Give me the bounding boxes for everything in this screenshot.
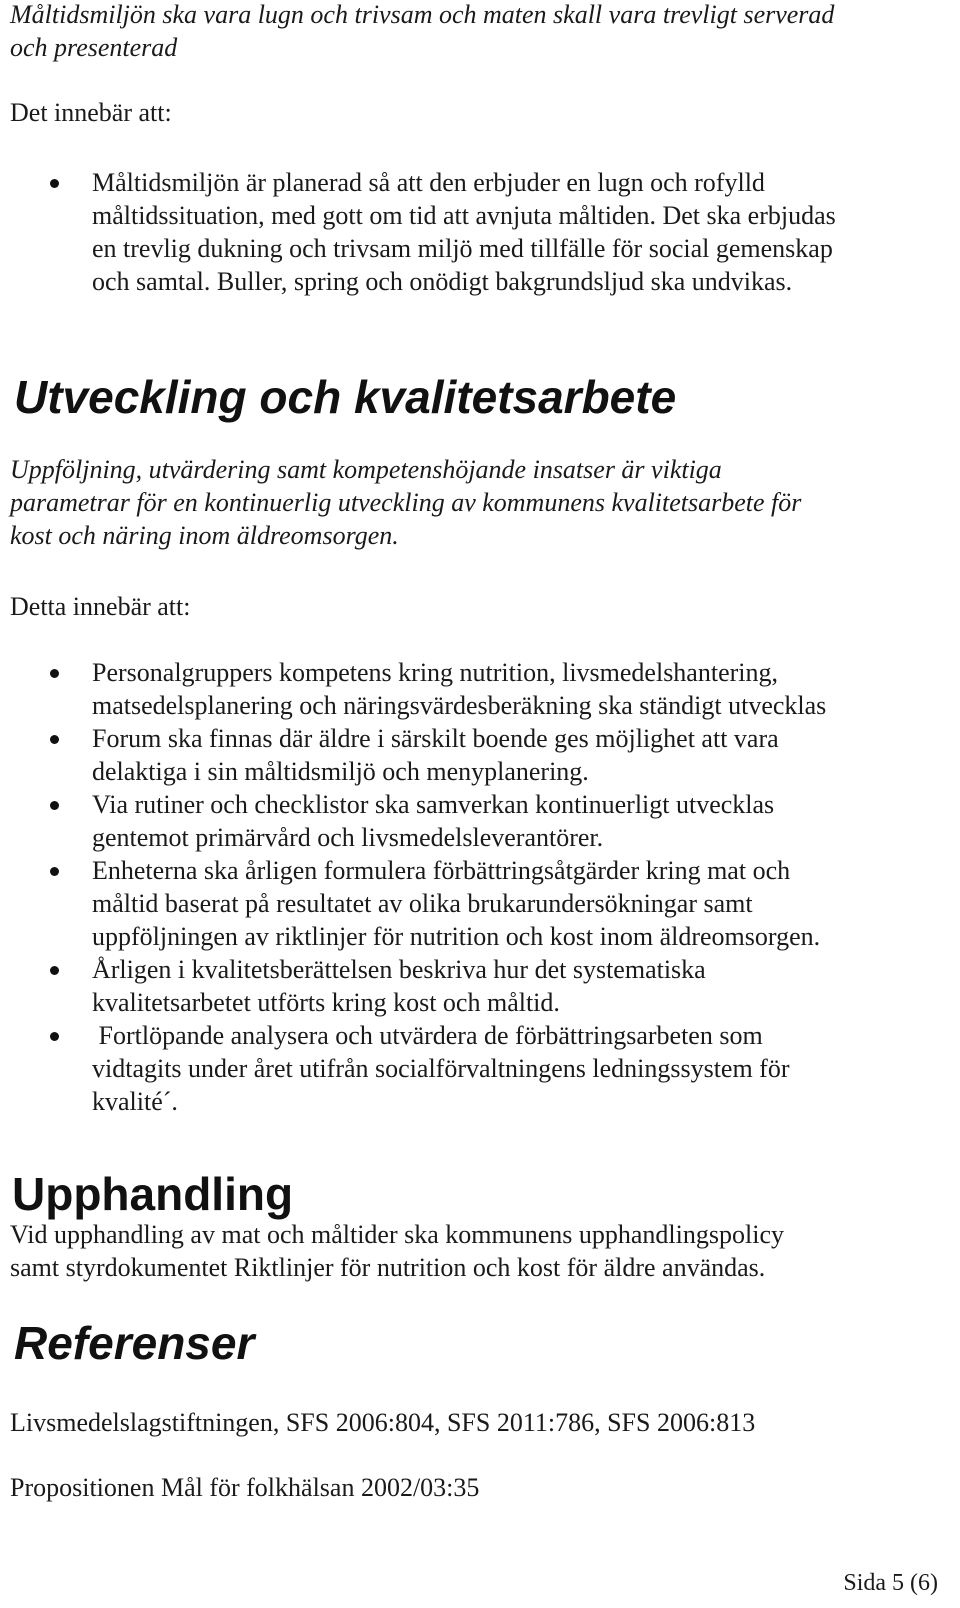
environment-bullet-list	[0, 166, 950, 298]
bullet-icon	[50, 1032, 59, 1041]
list-item-line: kvalitetsarbetet utförts kring kost och måltid.	[92, 988, 560, 1017]
quality-intro-line: kost och näring inom äldreomsorgen.	[10, 521, 399, 550]
list-item-line: Forum ska finnas där äldre i särskilt boende ges möjlighet att vara	[92, 724, 779, 753]
list-item	[0, 1019, 950, 1118]
quality-bullet-list	[0, 656, 950, 1118]
list-item-line: Via rutiner och checklistor ska samverkan kontinuerligt utvecklas	[92, 790, 775, 819]
quality-heading: Utveckling och kvalitetsarbete	[14, 371, 677, 423]
list-item-line: delaktiga i sin måltidsmiljö och menyplanering.	[92, 757, 589, 786]
quality-intro	[10, 453, 950, 552]
environment-title-line: Måltidsmiljön ska vara lugn och trivsam och maten skall vara trevligt serverad	[10, 0, 835, 29]
bullet-icon	[50, 669, 59, 678]
procurement-body	[10, 1218, 950, 1284]
list-item-line: uppföljningen av riktlinjer för nutrition och kost inom äldreomsorgen.	[92, 922, 821, 951]
bullet-icon	[50, 801, 59, 810]
procurement-body-line: samt styrdokumentet Riktlinjer för nutrition och kost för äldre användas.	[10, 1253, 766, 1282]
procurement-heading: Upphandling	[12, 1168, 294, 1220]
bullet-icon	[50, 735, 59, 744]
list-item-line: Personalgruppers kompetens kring nutrition, livsmedelshantering,	[92, 658, 778, 687]
bullet-icon	[50, 179, 59, 188]
list-item-line: kvalité´.	[92, 1087, 178, 1116]
list-item-line: vidtagits under året utifrån socialförvaltningens ledningssystem för	[92, 1054, 790, 1083]
bullet-icon	[50, 966, 59, 975]
quality-intro-line: Uppföljning, utvärdering samt kompetenshöjande insatser är viktiga	[10, 455, 722, 484]
list-item	[0, 788, 950, 854]
quality-intro-line: parametrar för en kontinuerlig utveckling av kommunens kvalitetsarbete för	[10, 488, 802, 517]
procurement-body-line: Vid upphandling av mat och måltider ska kommunens upphandlingspolicy	[10, 1220, 784, 1249]
list-item	[0, 722, 950, 788]
list-item-line: och samtal. Buller, spring och onödigt bakgrundsljud ska undvikas.	[92, 267, 793, 296]
list-item-line: Fortlöpande analysera och utvärdera de förbättringsarbeten som	[92, 1021, 763, 1050]
environment-title-line: och presenterad	[10, 33, 178, 62]
bullet-icon	[50, 867, 59, 876]
list-item-line: måltid baserat på resultatet av olika brukarundersökningar samt	[92, 889, 753, 918]
list-item-line: en trevlig dukning och trivsam miljö med tillfälle för social gemenskap	[92, 234, 833, 263]
list-item	[0, 166, 950, 298]
list-item	[0, 854, 950, 953]
list-item-line: måltidssituation, med gott om tid att avnjuta måltiden. Det ska erbjudas	[92, 201, 836, 230]
page-number: Sida 5 (6)	[843, 1570, 938, 1596]
list-item-line: Måltidsmiljön är planerad så att den erbjuder en lugn och rofylld	[92, 168, 765, 197]
list-item	[0, 953, 950, 1019]
list-item-line: Enheterna ska årligen formulera förbättringsåtgärder kring mat och	[92, 856, 791, 885]
environment-title	[10, 0, 950, 64]
list-item-line: matsedelsplanering och näringsvärdesberäkning ska ständigt utvecklas	[92, 691, 827, 720]
quality-lead: Detta innebär att:	[10, 592, 191, 621]
list-item	[0, 656, 950, 722]
list-item-line: Årligen i kvalitetsberättelsen beskriva hur det systematiska	[92, 955, 706, 984]
reference-item: Propositionen Mål för folkhälsan 2002/03:35	[10, 1473, 480, 1502]
list-item-line: gentemot primärvård och livsmedelsleverantörer.	[92, 823, 604, 852]
references-heading: Referenser	[14, 1317, 255, 1369]
reference-item: Livsmedelslagstiftningen, SFS 2006:804, SFS 2011:786, SFS 2006:813	[10, 1408, 756, 1437]
environment-intro: Det innebär att:	[10, 98, 172, 127]
